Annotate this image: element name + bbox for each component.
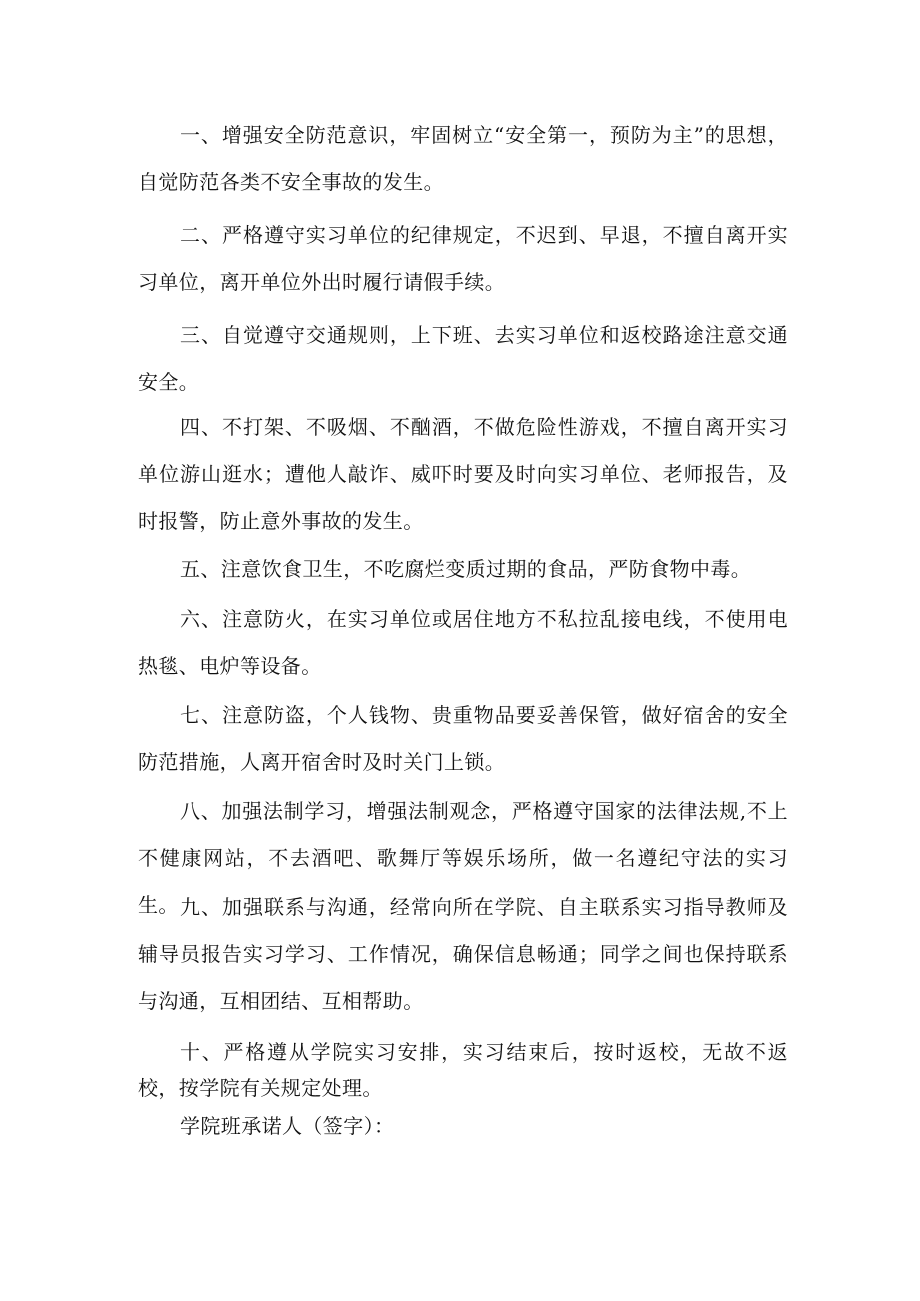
paragraph-4: 四、不打架、不吸烟、不酗酒，不做危险性游戏，不擅自离开实习单位游山逛水；遭他人敲诈、威吓时要及时向实习单位、老师报告，及时报警，防止意外事故的发生。 — [138, 415, 788, 533]
paragraph-6: 六、注意防火，在实习单位或居住地方不私拉乱接电线，不使用电热毯、电炉等设备。 — [138, 607, 788, 678]
paragraph-2: 二、严格遵守实习单位的纪律规定，不迟到、早退，不擅自离开实习单位，离开单位外出时履行请假手续。 — [138, 223, 788, 294]
paragraph-8: 八、加强法制学习，增强法制观念，严格遵守国家的法律法规,不上不健康网站，不去酒吧、歌舞厅等娱乐场所，做一名遵纪守法的实习生。 — [138, 799, 788, 917]
paragraph-9: 九、加强联系与沟通，经常向所在学院、自主联系实习指导教师及辅导员报告实习学习、工作情况，确保信息畅通；同学之间也保持联系与沟通，互相团结、互相帮助。 — [138, 895, 788, 1013]
paragraph-3: 三、自觉遵守交通规则，上下班、去实习单位和返校路途注意交通安全。 — [138, 323, 788, 394]
paragraph-7: 七、注意防盗，个人钱物、贵重物品要妥善保管，做好宿舍的安全防范措施，人离开宿舍时及时关门上锁。 — [138, 703, 788, 774]
paragraph-1: 一、增强安全防范意识，牢固树立“安全第一，预防为主”的思想，自觉防范各类不安全事故的发生。 — [138, 123, 788, 194]
paragraph-5: 五、注意饮食卫生，不吃腐烂变质过期的食品，严防食物中毒。 — [180, 557, 752, 581]
signature-line: 学院班承诺人（签字）： — [180, 1114, 395, 1138]
paragraph-10: 十、严格遵从学院实习安排，实习结束后，按时返校，无故不返校，按学院有关规定处理。 — [138, 1040, 788, 1100]
